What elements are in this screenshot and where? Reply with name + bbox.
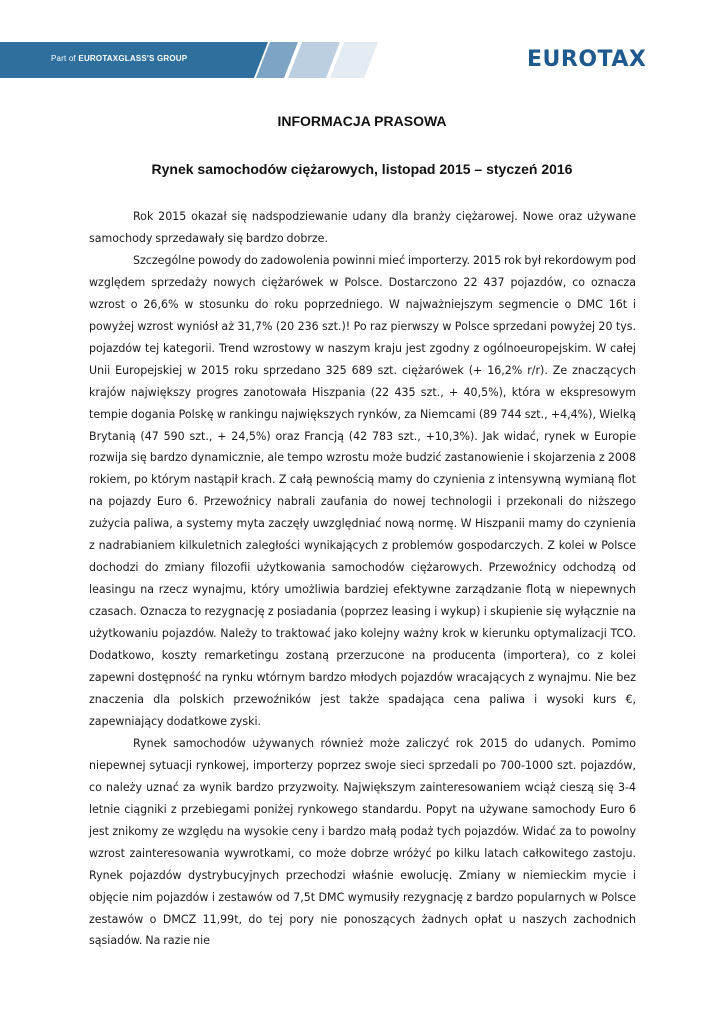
body-text [89,206,636,952]
document-subtitle: Rynek samochodów ciężarowych, listopad 2015 – styczeń 2016 [151,161,573,177]
banner-label [51,54,187,63]
eurotax-logo: EUROTAX [527,47,647,72]
banner-prefix: Part of [51,54,76,63]
group-banner [0,42,380,78]
banner-group-name: EUROTAXGLASS'S GROUP [78,54,188,63]
paragraph: Rynek samochodów używanych również może zaliczyć rok 2015 do udanych. Pomimo niepewnej sytuacji rynkowej, importerzy poprzez swoje sieci sprzedali po 700-1000 szt. pojazdów, co należy uznać za wynik bardzo przyzwoity. Największym zainteresowaniem wciąż cieszą się 3-4 letnie ciągniki z przebiegami poniżej rynkowego standardu. Popyt na używane samochody Euro 6 jest znikomy ze względu na wysokie ceny i bardzo małą podaż tych pojazdów. Widać za to powolny wzrost zainteresowania wywrotkami, co może dobrze wróżyć po kilku latach całkowitego zastoju. Rynek pojazdów dystrybucyjnych przechodzi właśnie ewolucję. Zmiany w niemieckim mycie i objęcie nim pojazdów i zestawów od 7,5t DMC wymusiły rezygnację z bardzo popularnych w Polsce zestawów o DMCZ 11,99t, do tej pory nie ponoszących żadnych opłat u naszych zachodnich sąsiadów. Na razie nie [89,736,636,948]
paragraph: Rok 2015 okazał się nadspodziewanie udany dla branży ciężarowej. Nowe oraz używane samochody sprzedawały się bardzo dobrze. [89,210,636,245]
document-title: INFORMACJA PRASOWA [277,113,447,129]
paragraph: Szczególne powody do zadowolenia powinni mieć importerzy. 2015 rok był rekordowym pod względem sprzedaży nowych ciężarówek w Polsce. Dostarczono 22 437 pojazdów, co oznacza wzrost o 26,6% w stosunku do roku poprzedniego. W najważniejszym segmencie o DMC 16t i powyżej wzrost wyniósł aż 31,7% (20 236 szt.)! Po raz pierwszy w Polsce sprzedani powyżej 20 tys. pojazdów tej kategorii. Trend wzrostowy w naszym kraju jest zgodny z ogólnoeuropejskim. W całej Unii Europejskiej w 2015 roku sprzedano 325 689 szt. ciężarówek (+ 16,2% r/r). Ze znaczących krajów największy progres zanotowała Hiszpania (22 435 szt., + 40,5%), która w ekspresowym tempie dogania Polskę w rankingu największych rynków, za Niemcami (89 744 szt., +4,4%), Wielką Brytanią (47 590 szt., + 24,5%) oraz Francją (42 783 szt., +10,3%). Jak widać, rynek w Europie rozwija się bardzo dynamicznie, ale tempo wzrostu może budzić zastanowienie i skojarzenia z 2008 rokiem, po którym nastąpił krach. Z całą pewnością mamy do czynienia z intensywną wymianą flot na pojazdy Euro 6. Przewoźnicy nabrali zaufania do nowej technologii i przekonali do niższego zużycia paliwa, a systemy myta zaczęły uwzględniać nową normę. W Hiszpanii mamy do czynienia z nadrabianiem kilkuletnich zaległości wynikających z problemów gospodarczych. Z kolei w Polsce dochodzi do zmiany filozofii użytkowania samochodów ciężarowych. Przewoźnicy odchodzą od leasingu na rzecz wynajmu, który umożliwia bardziej efektywne zarządzanie flotą w niepewnych czasach. Oznacza to rezygnację z posiadania (poprzez leasing i wykup) i skupienie się wyłącznie na użytkowaniu pojazdów. Należy to traktować jako kolejny ważny krok w kierunku optymalizacji TCO. Dodatkowo, koszty remarketingu zostaną przerzucone na producenta (importera), co z kolei zapewni dostępność na rynku wtórnym bardzo młodych pojazdów wracających z wynajmu. Nie bez znaczenia dla polskich przewoźników jest także spadająca cena paliwa i wysoki kurs €, zapewniający dodatkowe zyski. [89,253,636,728]
